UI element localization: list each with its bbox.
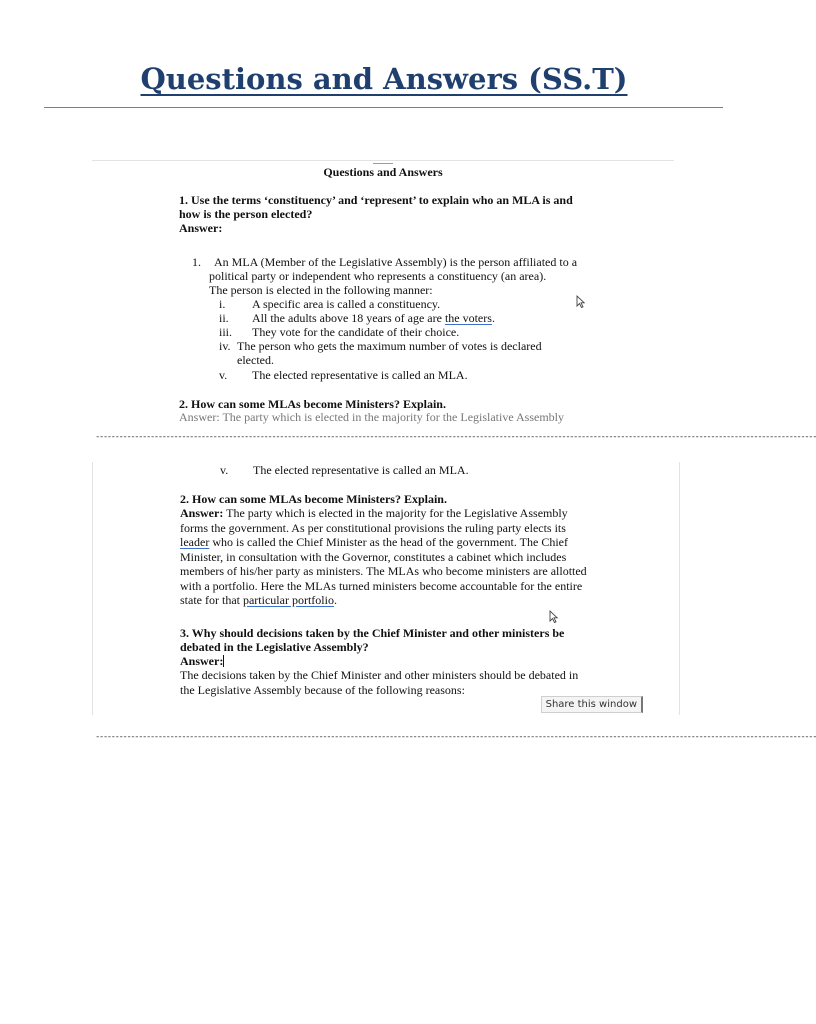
list-item: v. The elected representative is called an MLA. xyxy=(220,463,469,477)
answer-2-line: Minister, in consultation with the Governor, constitutes a cabinet which includes xyxy=(180,549,567,564)
list-item: i. A specific area is called a constituency. xyxy=(219,297,441,311)
answer-2-line: members of his/her party as ministers. The MLAs who become ministers are allotted xyxy=(180,564,587,578)
answer-2-line: Answer: The party which is elected in the majority for the Legislative Assembly xyxy=(180,506,568,520)
share-window-button[interactable]: Share this window xyxy=(541,696,643,713)
answer-label: Answer: xyxy=(180,654,224,668)
question-2: 2. How can some MLAs become Ministers? Explain. xyxy=(179,397,446,411)
leader-link: leader xyxy=(180,535,210,549)
list-item: ii. All the adults above 18 years of age are the voters. xyxy=(219,311,495,325)
answer-label: Answer: xyxy=(179,221,223,235)
separator-line: ---------------------------------------------------------------------------------------------------------------------------------------------------------------------------------------- xyxy=(95,432,816,442)
answer-line: An MLA (Member of the Legislative Assembly) is the person affiliated to a xyxy=(214,255,578,269)
answer-line: The person is elected in the following manner: xyxy=(209,283,433,297)
cut-off-line: Answer: The party which is elected in the majority for the Legislative Assembly xyxy=(179,410,565,424)
mouse-cursor-icon xyxy=(549,610,558,623)
question-2: 2. How can some MLAs become Ministers? Explain. xyxy=(180,492,447,506)
answer-2-line: with a portfolio. Here the MLAs turned ministers become accountable for the entire xyxy=(180,578,583,593)
portfolio-link: particular portfolio xyxy=(242,593,334,607)
question-3-line-1: 3. Why should decisions taken by the Chief Minister and other ministers be xyxy=(180,626,565,640)
title-divider xyxy=(44,107,723,108)
question-1-line-2: how is the person elected? xyxy=(179,207,313,221)
page-title: Questions and Answers (SS.T) xyxy=(140,62,628,96)
list-item: iv. The person who gets the maximum number of votes is declared xyxy=(219,339,542,353)
embedded-screenshot-2 xyxy=(92,462,680,715)
question-3-line-2: debated in the Legislative Assembly? xyxy=(180,640,369,654)
item-number: 1. xyxy=(192,255,201,269)
question-1-line-1: 1. Use the terms ‘constituency’ and ‘represent’ to explain who an MLA is and xyxy=(179,193,573,207)
answer-2-line: forms the government. As per constitutional provisions the ruling party elects its xyxy=(180,520,566,535)
answer-2-line: leader who is called the Chief Minister as the head of the government. The Chief xyxy=(180,535,568,549)
doc-heading: Questions and Answers xyxy=(323,165,443,179)
separator-line: ---------------------------------------------------------------------------------------------------------------------------------------------------------------------------------------- xyxy=(95,732,816,742)
answer-3-line: The decisions taken by the Chief Minister and other ministers should be debated in xyxy=(180,668,579,682)
list-item: elected. xyxy=(237,353,274,367)
answer-3-line: the Legislative Assembly because of the following reasons: xyxy=(180,682,465,697)
answer-line: political party or independent who represents a constituency (an area). xyxy=(209,269,547,283)
list-item: v. The elected representative is called an MLA. xyxy=(219,368,468,382)
mouse-cursor-icon xyxy=(576,295,585,308)
answer-2-line: state for that particular portfolio. xyxy=(180,593,337,607)
list-item: iii. They vote for the candidate of their choice. xyxy=(219,325,460,339)
embedded-screenshot-1 xyxy=(92,160,674,424)
voters-link: the voters xyxy=(444,311,492,325)
